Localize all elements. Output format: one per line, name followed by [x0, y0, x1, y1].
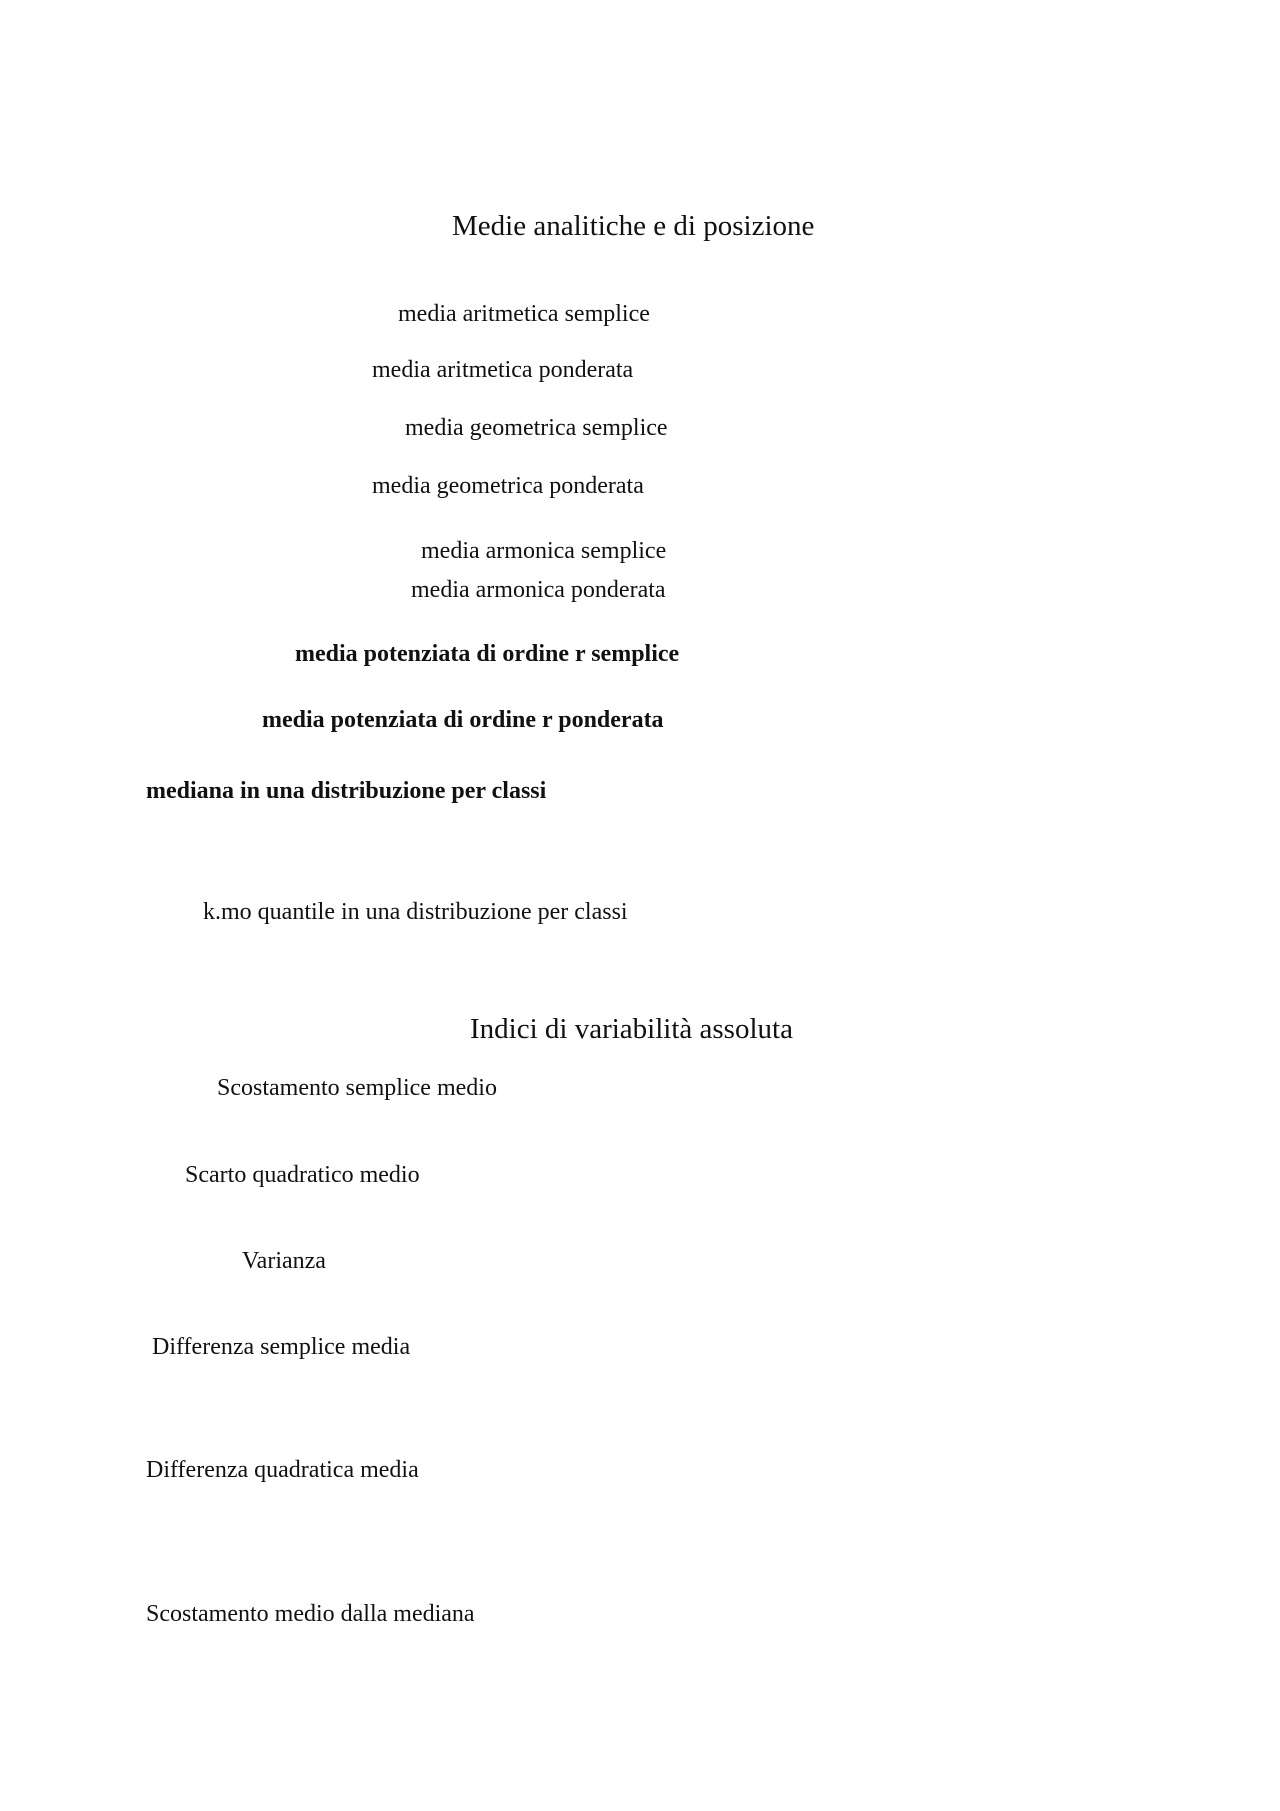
item-scostamento-medio-mediana: Scostamento medio dalla mediana	[146, 1601, 475, 1627]
item-media-armonica-ponderata: media armonica ponderata	[411, 577, 666, 603]
section-title-variabilita: Indici di variabilità assoluta	[470, 1013, 793, 1045]
section-title-medie: Medie analitiche e di posizione	[452, 210, 815, 242]
item-varianza: Varianza	[242, 1248, 326, 1274]
item-media-potenziata-semplice: media potenziata di ordine r semplice	[295, 641, 680, 667]
item-media-aritmetica-semplice: media aritmetica semplice	[398, 301, 650, 327]
item-media-geometrica-semplice: media geometrica semplice	[405, 415, 668, 441]
item-scostamento-semplice-medio: Scostamento semplice medio	[217, 1075, 497, 1101]
item-media-geometrica-ponderata: media geometrica ponderata	[372, 473, 644, 499]
item-mediana-classi: mediana in una distribuzione per classi	[146, 778, 547, 804]
item-media-aritmetica-ponderata: media aritmetica ponderata	[372, 357, 634, 383]
item-media-potenziata-ponderata: media potenziata di ordine r ponderata	[262, 707, 664, 733]
item-media-armonica-semplice: media armonica semplice	[421, 538, 667, 564]
item-differenza-quadratica-media: Differenza quadratica media	[146, 1457, 419, 1483]
item-differenza-semplice-media: Differenza semplice media	[152, 1334, 411, 1360]
item-quantile-classi: k.mo quantile in una distribuzione per classi	[203, 899, 628, 925]
item-scarto-quadratico-medio: Scarto quadratico medio	[185, 1162, 420, 1188]
